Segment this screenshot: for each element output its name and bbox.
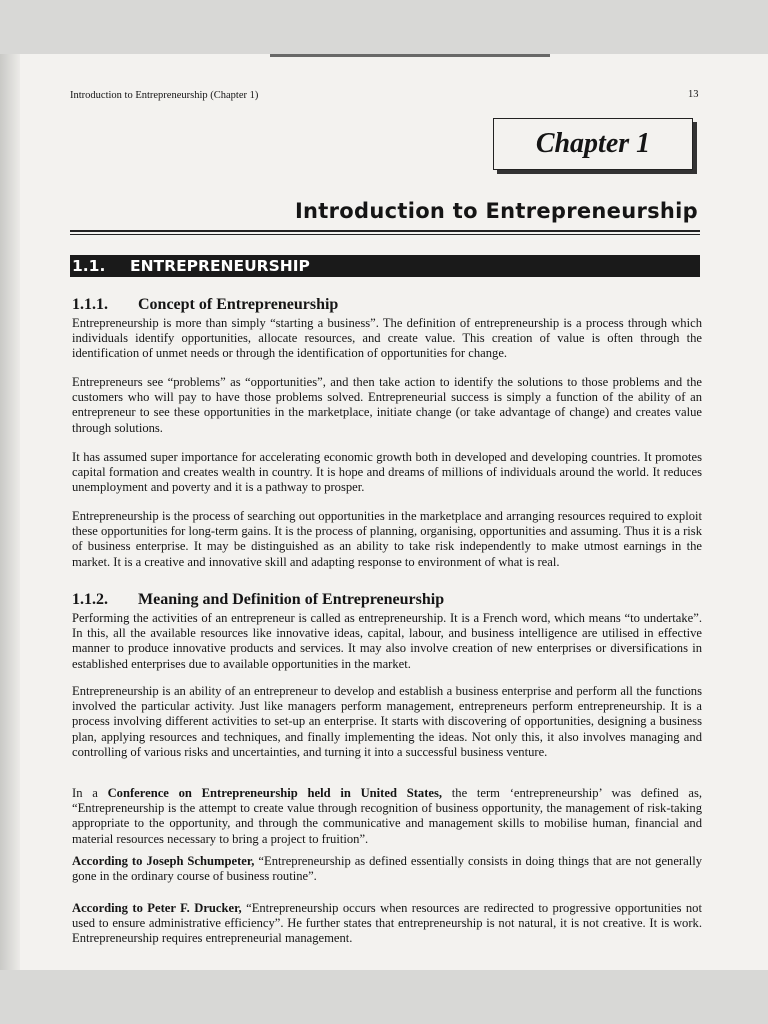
book-page	[0, 54, 768, 970]
page-number: 13	[688, 89, 699, 100]
text: “Entrepreneurship as defined essentially consists in doing things that are not generally gone in the ordinary course of business routine”.	[72, 853, 702, 883]
text: In a	[72, 785, 108, 800]
paragraph-schumpeter	[72, 854, 702, 885]
chapter-box	[493, 118, 693, 170]
page-top-edge	[270, 54, 550, 57]
paragraph: Entrepreneurship is the process of searching out opportunities in the marketplace and arranging resources required to exploit these opportunities for long-term gains. It is the process of planning, organising, opportunities and assuming. Thus it is a risk of business enterprise. It may be distinguished as an ability to take risk independently to make utmost earnings in the market. It is a creative and innovative skill and adapting response to environment of what is real.	[72, 508, 702, 569]
subsection-heading	[72, 296, 338, 314]
paragraph-conference	[72, 786, 702, 848]
title-rule	[70, 230, 700, 235]
chapter-label: Chapter 1	[535, 128, 651, 159]
bold-text: According to Joseph Schumpeter,	[72, 853, 255, 868]
paragraph-drucker	[72, 901, 702, 947]
paragraph: It has assumed super importance for accelerating economic growth both in developed and developing countries. It promotes capital formation and creates wealth in country. It is hope and dreams of millions of individuals around the world. It reduces unemployment and poverty and it is a pathway to prosper.	[72, 449, 702, 495]
bold-text: Conference on Entrepreneurship held in United States,	[107, 785, 443, 800]
paragraph: Entrepreneurs see “problems” as “opportunities”, and then take action to identify the solutions to those problems and the customers who will pay to have those problems solved. Entrepreneurial success is simply a function of the ability of an entrepreneur to see these opportunities in the marketplace, initiate change (or take advantage of change) and creates value through solutions.	[72, 374, 702, 435]
chapter-title: Introduction to Entrepreneurship	[294, 199, 698, 223]
text: the term ‘entrepreneurship’ was defined as, “Entrepreneurship is the attempt to create value through recognition of business opportunity, the management of risk-taking appropriate to the opportunity, and through the communicative and management skills to mobilise human, financial and material resources necessary to bring a project to fruition”.	[72, 785, 702, 846]
subsection-number: 1.1.2.	[72, 591, 108, 608]
subsection-title: Meaning and Definition of Entrepreneurship	[138, 591, 445, 608]
page-gutter-shadow	[0, 54, 20, 970]
bold-text: According to Peter F. Drucker,	[72, 900, 242, 915]
running-head: Introduction to Entrepreneurship (Chapter 1)	[70, 90, 259, 101]
paragraph: Performing the activities of an entrepreneur is called as entrepreneurship. It is a French word, which means “to undertake”. In this, all the available resources like innovative ideas, capital, labour, and business intelligence are utilised in effective manner to produce innovative products and services. It may also involve creation of new enterprises or diversifications in established enterprises due to available opportunities in the market.	[72, 610, 702, 671]
text: “Entrepreneurship occurs when resources are redirected to progressive opportunities not used to ensure administrative efficiency”. He further states that entrepreneurship is not natural, it is not creative. It is work. Entrepreneurship requires entrepreneurial management.	[72, 900, 702, 946]
subsection-number: 1.1.1.	[72, 296, 108, 313]
subsection-heading	[72, 591, 444, 609]
section-heading-bar	[70, 255, 700, 277]
section-number: 1.1.	[72, 257, 106, 275]
paragraph: Entrepreneurship is more than simply “starting a business”. The definition of entrepreneurship is a process through which individuals identify opportunities, allocate resources, and create value. This creation of value is often through the identification of unmet needs or through the identification of opportunities for change.	[72, 315, 702, 361]
subsection-title: Concept of Entrepreneurship	[138, 296, 339, 313]
paragraph: Entrepreneurship is an ability of an entrepreneur to develop and establish a business enterprise and perform all the functions involved the particular activity. Just like managers perform management, entrepreneurs perform entrepreneurship. It is a process involving different activities to set-up an enterprise. It starts with discovering of opportunities, designing a business plan, applying resources and techniques, and finally implementing the ideas. Not only this, it also involves managing and controlling of various risks and uncertainties, and turning it into a successful business venture.	[72, 683, 702, 760]
section-title: ENTREPRENEURSHIP	[130, 257, 310, 275]
